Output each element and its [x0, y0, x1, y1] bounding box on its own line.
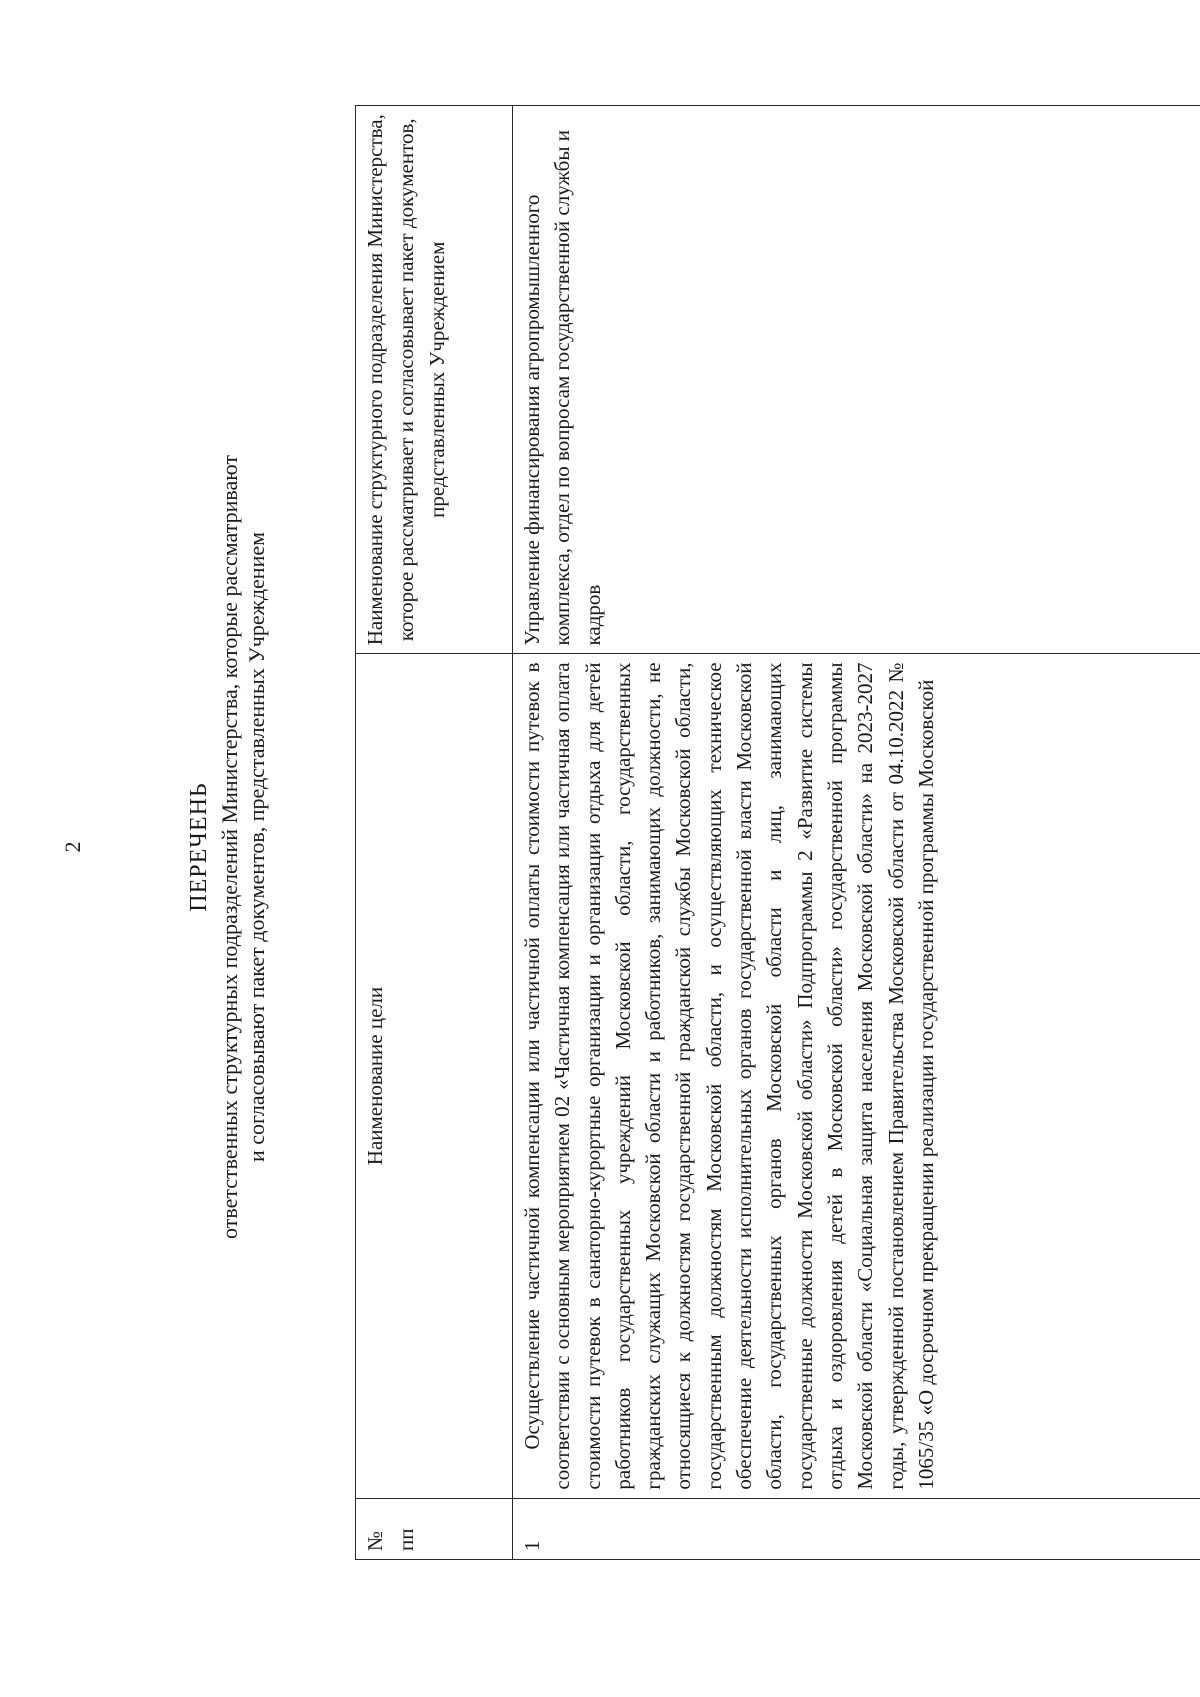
table-header-row: [356, 106, 513, 1560]
row-department: [513, 106, 1200, 654]
header-department-name: Наименование структурного подразделения Министерства, которое рассматривает и согласовывает пакет документов, представленных Учреждением: [356, 106, 513, 654]
title-block: [185, 147, 270, 1547]
document-subtitle-line-1: ответственных структурных подразделений Министерства, которые рассматривают: [217, 455, 242, 1239]
row-goal-text: Осуществление частичной компенсации или частичной оплаты стоимости путевок в соответствии с основным мероприятием 02 «Частичная компенсация или частичная оплата стоимости путевок в санаторно-курортные организации и организации отдыха для детей работников государственных учреждений Московской области, государственных гражданских служащих Московской области и работников, занимающих должности, не относящиеся к должностям государственной гражданской службы Московской области, государственным должностям Московской области, и осуществляющих техническое обеспечение деятельности исполнительных органов государственной власти Московской области, государственных органов Московской области и лиц, занимающих государственные должности Московской области» Подпрограммы 2 «Развитие системы отдыха и оздоровления детей в Московской области» государственной программы Московской области «Социальная защита населения Московской области» на 2023-2027 годы, утвержденной постановлением Правительства Московской области от 04.10.2022 № 1065/35 «О досрочном прекращении реализации государственной программы Московской: [520, 662, 938, 1490]
page-number: 2: [60, 841, 85, 853]
document-title: ПЕРЕЧЕНЬ: [186, 782, 212, 912]
header-number: № пп: [356, 1498, 513, 1559]
row-department-text: Управление финансирования агропромышленного комплекса, отдел по вопросам государственной службы и кадров: [520, 130, 605, 646]
document-subtitle-line-2: и согласовывают пакет документов, представленных Учреждением: [244, 531, 269, 1163]
row-goal: [513, 654, 1200, 1498]
responsibility-table: [355, 105, 1200, 1560]
header-goal-name: Наименование цели: [356, 654, 513, 1498]
table-row: [513, 106, 1200, 1560]
row-number: 1: [513, 1498, 1200, 1559]
